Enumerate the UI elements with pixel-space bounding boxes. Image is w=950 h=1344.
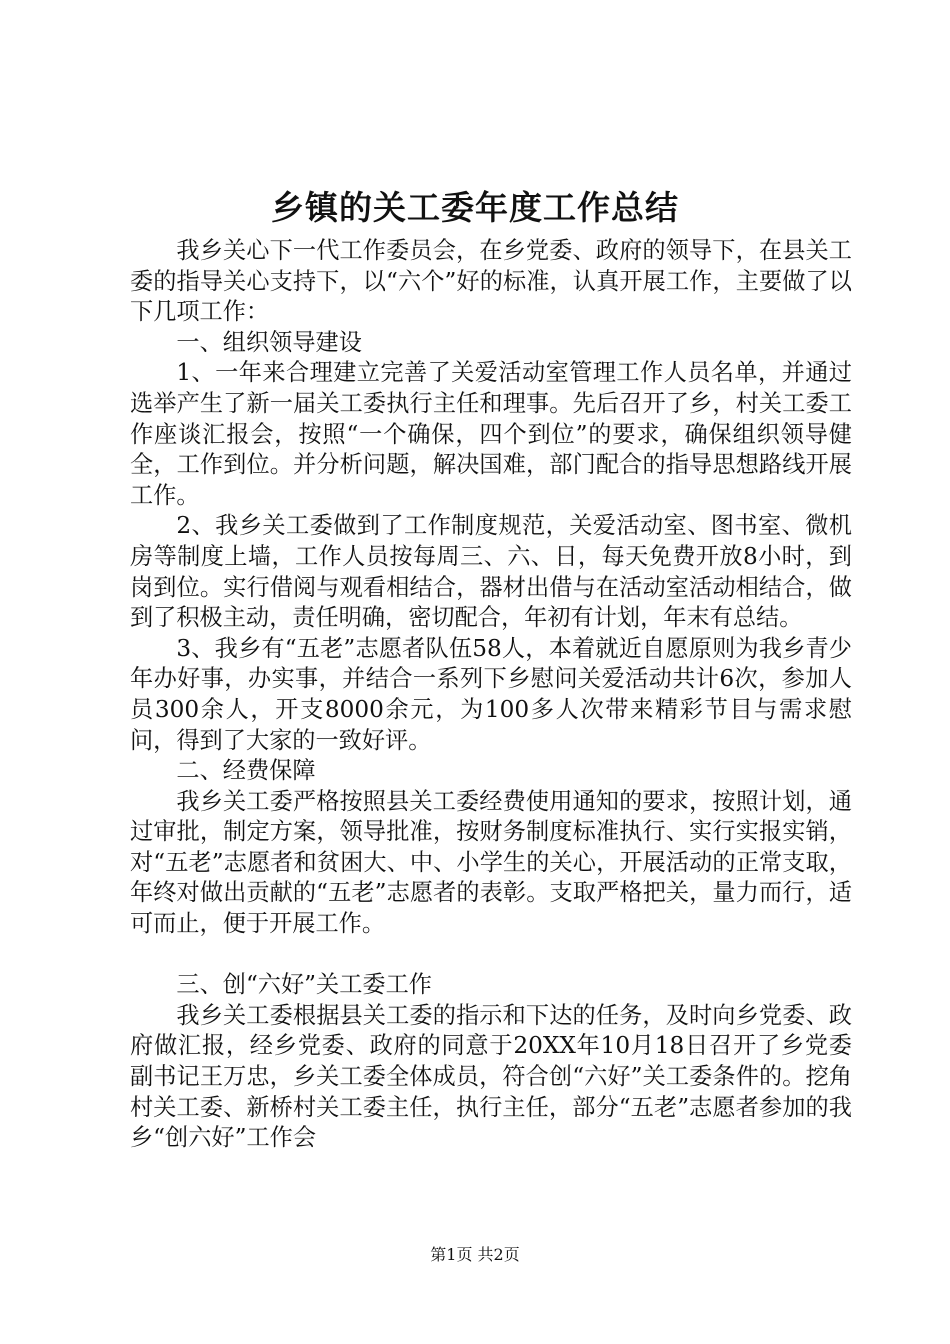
paragraph-intro: 我乡关心下一代工作委员会，在乡党委、政府的领导下，在县关工委的指导关心支持下，以“六个”好的标准，认真开展工作，主要做了以下几项工作： bbox=[130, 237, 852, 326]
paragraph-item-1: 1、一年来合理建立完善了关爱活动室管理工作人员名单，并通过选举产生了新一届关工委执行主任和理事。先后召开了乡，村关工委工作座谈汇报会，按照“一个确保，四个到位”的要求，确保组织领导健全，工作到位。并分析问题，解决国难，部门配合的指导思想路线开展工作。 bbox=[130, 359, 852, 509]
document-body bbox=[130, 236, 852, 1154]
section-heading-3: 三、创“六好”关工委工作 bbox=[176, 971, 432, 999]
paragraph-item-3: 3、我乡有“五老”志愿者队伍58人，本着就近自愿原则为我乡青少年办好事，办实事，并结合一系列下乡慰问关爱活动共计6次，参加人员300余人，开支8000余元，为100多人次带来精彩节目与需求慰问，得到了大家的一致好评。 bbox=[130, 634, 852, 754]
paragraph-funding: 我乡关工委严格按照县关工委经费使用通知的要求，按照计划，通过审批，制定方案，领导批准，按财务制度标准执行、实行实报实销，对“五老”志愿者和贫困大、中、小学生的关心，开展活动的正常支取，年终对做出贡献的“五老”志愿者的表彰。支取严格把关，量力而行，适可而止，便于开展工作。 bbox=[130, 787, 852, 938]
paragraph-six-good: 我乡关工委根据县关工委的指示和下达的任务，及时向乡党委、政府做汇报，经乡党委、政府的同意于20XX年10月18日召开了乡党委副书记王万忠，乡关工委全体成员，符合创“六好”关工委条件的。挖角村关工委、新桥村关工委主任，执行主任，部分“五老”志愿者参加的我乡“创六好”工作会 bbox=[130, 1001, 852, 1152]
page-indicator: 第1页 共2页 bbox=[430, 1245, 520, 1264]
section-heading-2: 二、经费保障 bbox=[176, 757, 316, 785]
paragraph-item-2: 2、我乡关工委做到了工作制度规范，关爱活动室、图书室、微机房等制度上墙，工作人员按每周三、六、日，每天免费开放8小时，到岗到位。实行借阅与观看相结合，器材出借与在活动室活动相结合，做到了积极主动，责任明确，密切配合，年初有计划，年末有总结。 bbox=[130, 512, 852, 632]
section-heading-1: 一、组织领导建设 bbox=[176, 328, 362, 356]
document-title: 乡镇的关工委年度工作总结 bbox=[271, 188, 679, 227]
blank-line bbox=[130, 940, 852, 971]
